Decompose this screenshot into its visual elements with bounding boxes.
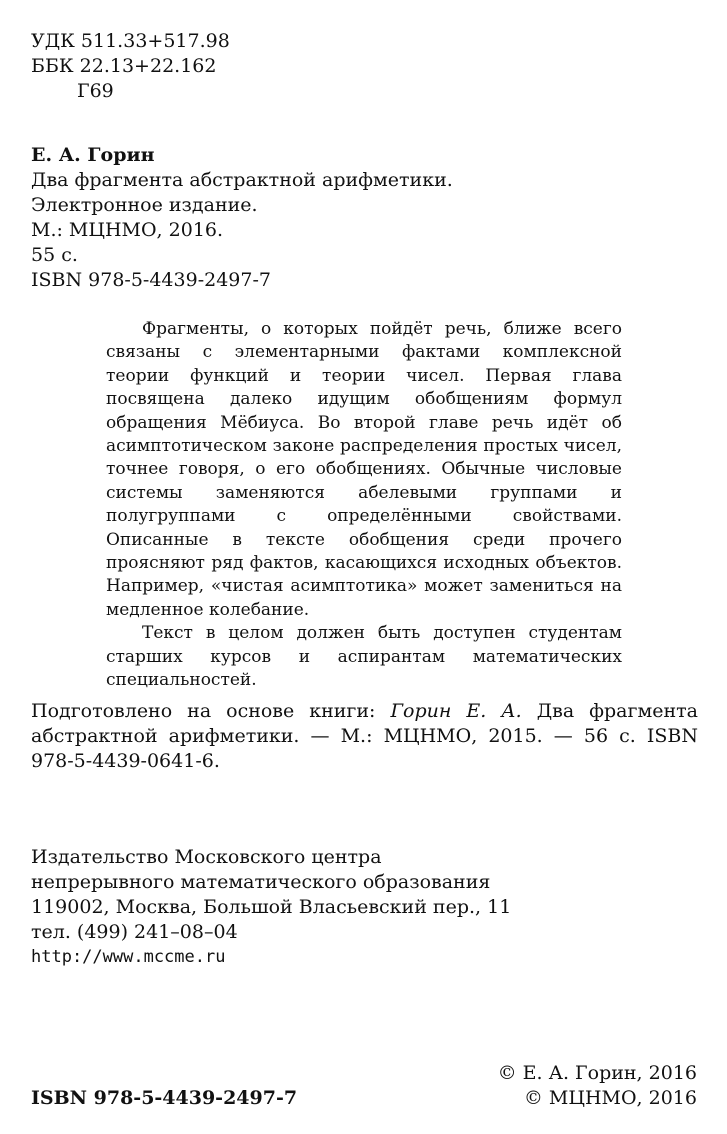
bbk-code: ББК 22.13+22.162	[31, 55, 217, 77]
author-name: Е. А. Горин	[31, 144, 155, 166]
abstract	[106, 318, 622, 693]
footer-isbn: ISBN 978-5-4439-2497-7	[31, 1087, 298, 1109]
udk-code: УДК 511.33+517.98	[31, 30, 230, 52]
source-author: Горин Е. А.	[390, 700, 522, 722]
publisher-year: М.: МЦНМО, 2016.	[31, 219, 224, 241]
book-title: Два фрагмента абстрактной арифметики.	[31, 169, 453, 191]
copyright-author: © Е. А. Горин, 2016	[497, 1062, 697, 1084]
edition-type: Электронное издание.	[31, 194, 258, 216]
isbn: ISBN 978-5-4439-2497-7	[31, 269, 271, 291]
abstract-paragraph-1: Фрагменты, о которых пойдёт речь, ближе всего связаны с элементарными фактами комплексной теории функций и теории чисел. Первая глава посвящена далеко идущим обобщениям формул обращения Мёбиуса. Во второй главе речь идёт об асимптотическом законе распределения простых чисел, точнее говоря, о его обобщениях. Обычные числовые системы заменяются абелевыми группами и полугруппами с определёнными свойствами. Описанные в тексте обобщения среди прочего проясняют ряд фактов, касающихся исходных объектов. Например, «чистая асимптотика» может замениться на медленное колебание.	[106, 319, 622, 620]
publisher-phone: тел. (499) 241–08–04	[31, 921, 238, 943]
copyright-publisher: © МЦНМО, 2016	[523, 1087, 697, 1109]
author-mark: Г69	[77, 80, 114, 102]
publisher-address: 119002, Москва, Большой Власьевский пер., 11	[31, 896, 512, 918]
page-count: 55 с.	[31, 244, 78, 266]
prepared-prefix: Подготовлено на основе книги:	[31, 700, 391, 722]
publisher-line-1: Издательство Московского центра	[31, 846, 382, 868]
publisher-url[interactable]: http://www.mccme.ru	[31, 947, 226, 967]
prepared-note	[31, 699, 698, 774]
publisher-line-2: непрерывного математического образования	[31, 871, 491, 893]
source-details: Два фрагмента абстрактной арифметики. — М.: МЦНМО, 2015. — 56 с. ISBN 978-5-4439-0641-6.	[31, 700, 698, 772]
abstract-paragraph-2: Текст в целом должен быть доступен студентам старших курсов и аспирантам математических специальностей.	[106, 623, 622, 691]
